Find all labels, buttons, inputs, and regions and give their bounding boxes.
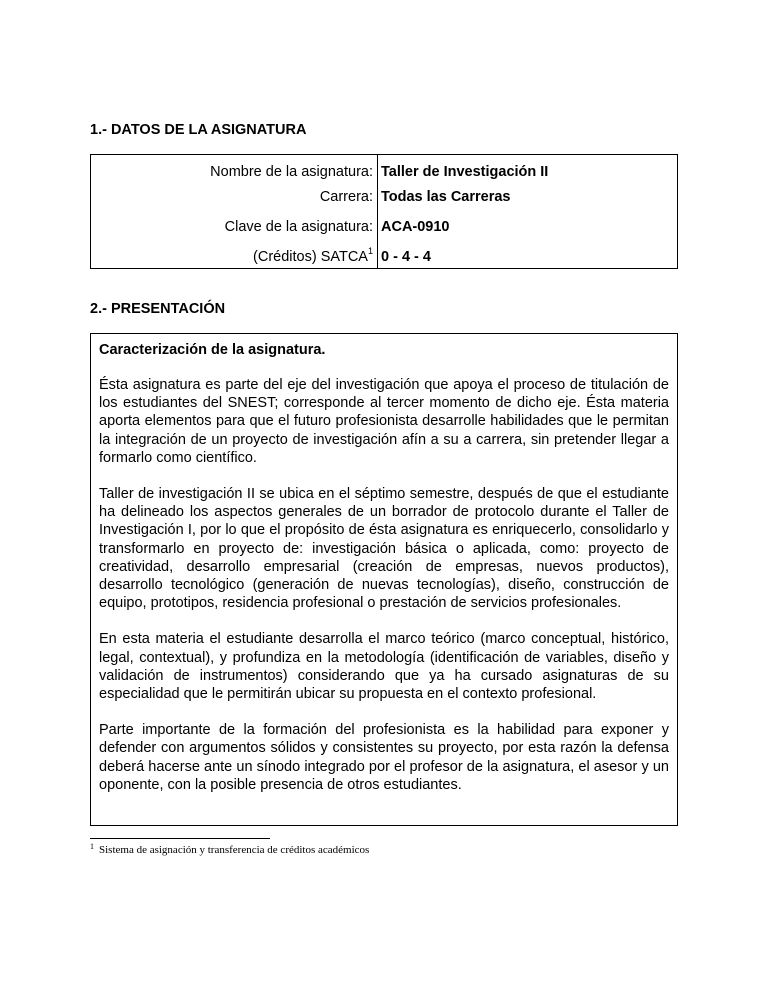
credits-row [91,247,677,267]
course-name-label: Nombre de la asignatura: [210,164,373,180]
footnote-separator [90,838,270,839]
presentation-subheading: Caracterización de la asignatura. [99,342,326,358]
course-key-row [91,217,677,237]
presentation-paragraph: En esta materia el estudiante desarrolla el marco teórico (marco conceptual, histórico, legal, contextual), y profundiza en la metodología (identificación de variables, diseño y validación de instrumentos) considerando que ya ha cursado asignaturas de su especialidad que le permitirán ubicar su propuesta en el contexto profesional. [99,631,669,703]
career-label: Carrera: [319,189,373,205]
presentation-paragraph: Ésta asignatura es parte del eje del investigación que apoya el proceso de titulación de los estudiantes del SNEST; corresponde al tercer momento de dicho eje. Ésta materia aporta elementos para que el futuro profesionista desarrolle habilidades que le permitan la integración de un proyecto de investigación afín a su a carrera, sin pretender llegar a formarlo como científico. [99,377,669,466]
footnote-ref: 1 [367,246,373,257]
course-name-row [91,162,677,182]
presentation-paragraph: Parte importante de la formación del profesionista es la habilidad para exponer y defender con argumentos sólidos y consistentes su proyecto, por esta razón la defensa deberá hacerse ante un sínodo integrado por el profesor de la asignatura, el asesor y un oponente, con la posible presencia de otros estudiantes. [99,722,669,793]
course-key-value: ACA-0910 [381,219,450,235]
course-key-label: Clave de la asignatura: [224,219,373,235]
course-info-table [90,154,678,269]
credits-value: 0 - 4 - 4 [381,249,431,265]
credits-label: (Créditos) SATCA$^1$ [253,246,373,265]
section-2-heading: 2.- PRESENTACIÓN [90,301,226,317]
footnote [90,844,369,856]
course-name-value: Taller de Investigación II [381,164,549,180]
presentation-paragraph: Taller de investigación II se ubica en el séptimo semestre, después de que el estudiante ha delineado los aspectos generales de un borrador de protocolo durante el Taller de Investigación I, por lo que el propósito de ésta asignatura es enriquecerlo, consolidarlo y transformarlo en proyecto de: investigación básica o aplicada, como: proyecto de creatividad, desarrollo empresarial (creación de empresas, nuevos productos), desarrollo tecnológico (generación de nuevas tecnologías), diseño, construcción de equipo, prototipos, residencia profesional o prestación de servicios profesionales. [99,486,669,612]
career-value: Todas las Carreras [381,189,511,205]
footnote-number: 1 [90,842,94,851]
presentation-box [90,333,678,826]
career-row [91,187,677,207]
footnote-text: Sistema de asignación y transferencia de créditos académicos [99,844,370,856]
section-1-heading: 1.- DATOS DE LA ASIGNATURA [90,122,307,138]
